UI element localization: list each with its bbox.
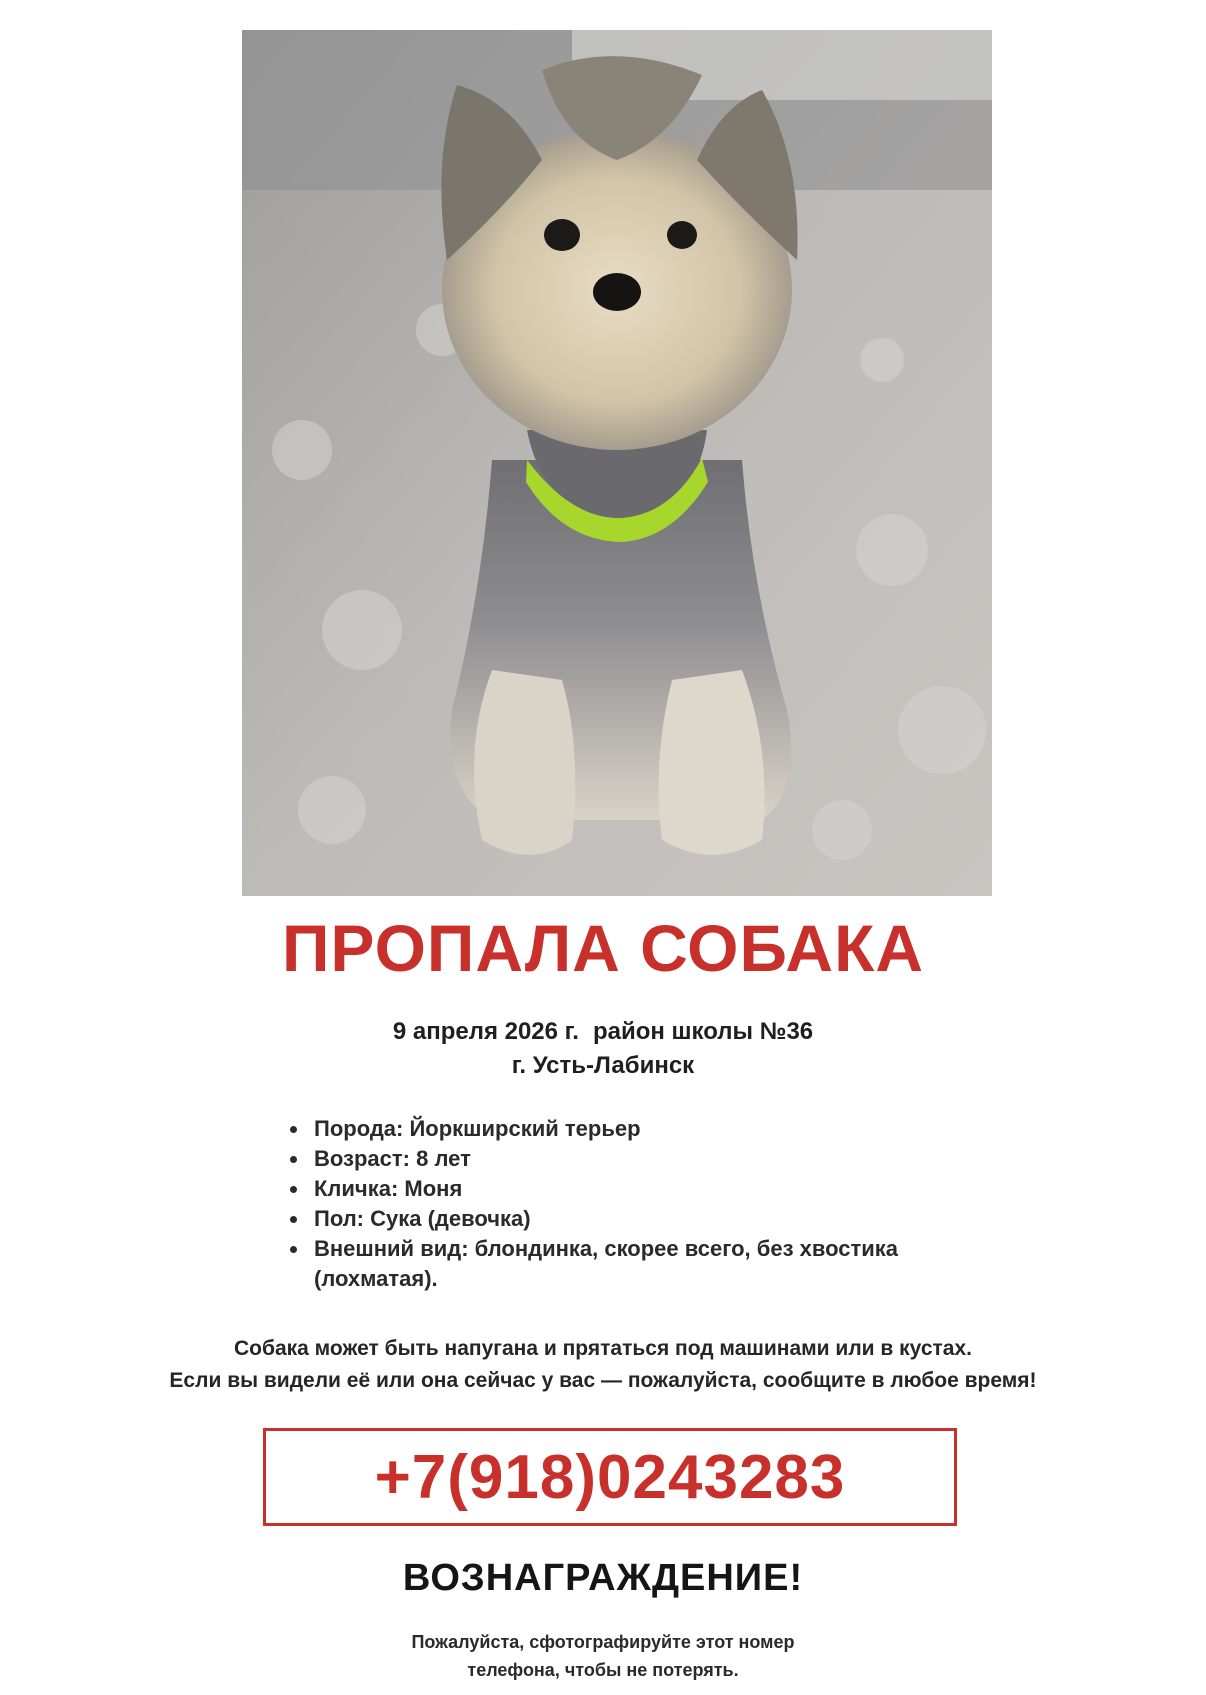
lost-city: г. Усть-Лабинск [511,1052,695,1079]
reward-heading: ВОЗНАГРАЖДЕНИЕ! [402,1557,804,1599]
phone-number: +7(918)0243283 [263,1428,957,1526]
footer-note-line-2: телефона, чтобы не потерять. [467,1660,739,1680]
yorkshire-terrier-photo-icon [242,30,992,896]
dog-details-list [282,1114,950,1294]
detail-name: • Кличка: Моня [310,1174,950,1204]
lost-date-area [0,1015,1206,1049]
appeal-line-2: Если вы видели её или она сейчас у вас — пожалуйста, сообщите в любое время! [169,1369,1037,1392]
lost-date: 9 апреля 2026 г. [392,1018,579,1045]
detail-age: • Возраст: 8 лет [310,1144,950,1174]
appeal-line-1: Собака может быть напугана и прятаться под машинами или в кустах. [233,1337,972,1360]
footer-note [0,1628,1206,1684]
footer-note-line-1: Пожалуйста, сфотографируйте этот номер [411,1632,795,1652]
detail-appearance: • Внешний вид: блондинка, скорее всего, без хвостика (лохматая). [310,1234,950,1294]
detail-breed: • Порода: Йоркширский терьер [310,1114,950,1144]
appeal-text [0,1333,1206,1397]
lost-area: район школы №36 [592,1018,814,1045]
detail-sex: • Пол: Сука (девочка) [310,1204,950,1234]
dog-photo [242,30,992,896]
lost-info [0,1015,1206,1083]
headline: ПРОПАЛА СОБАКА [281,911,925,985]
